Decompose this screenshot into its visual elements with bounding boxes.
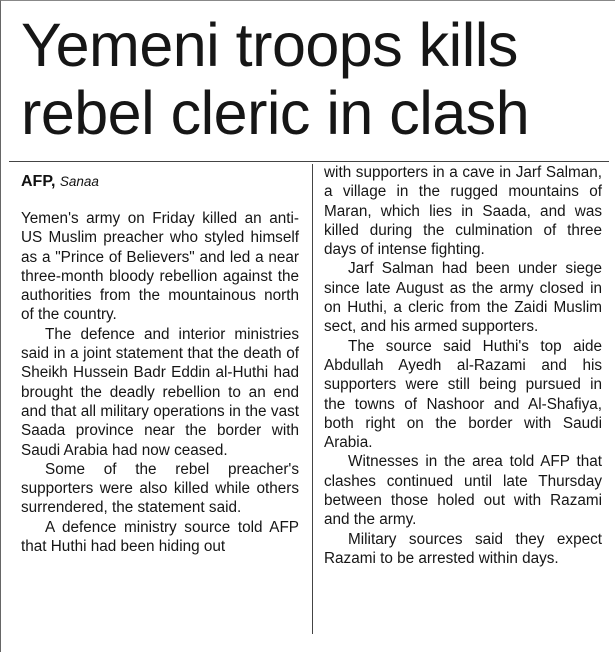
right-column: [324, 163, 602, 568]
paragraph: The source said Huthi's top aide Abdullah Ayedh al-Razami and his supporters were still being pursued in the towns of Nashoor and Al-Shafiya, both right on the border with Saudi Arabia.: [324, 337, 602, 452]
paragraph: Witnesses in the area told AFP that clashes continued until late Thursday between those holed out with Razami and the army.: [324, 453, 602, 529]
paragraph: The defence and interior ministries said in a joint statement that the death of Sheikh Hussein Badr Eddin al-Huthi had brought the deadly rebellion to an end and that all military operations in the vast Saada province near the border with Saudi Arabia had now ceased.: [21, 325, 299, 459]
headline-line-2: rebel cleric in clash: [21, 79, 530, 147]
headline-rule: [9, 161, 609, 162]
paragraph: Jarf Salman had been under siege since late August as the army closed in on Huthi, a cleric from the Zaidi Muslim sect, and his armed supporters.: [324, 260, 602, 336]
paragraph: A defence ministry source told AFP that Huthi had been hiding out: [21, 518, 299, 556]
headline: [21, 11, 611, 147]
headline-line-1: Yemeni troops kills: [21, 11, 518, 79]
left-column: [21, 209, 299, 556]
column-divider: [312, 164, 313, 634]
byline: [21, 172, 99, 192]
byline-agency: AFP,: [21, 173, 56, 190]
paragraph: with supporters in a cave in Jarf Salman, a village in the rugged mountains of Maran, which lies in Saada, and was killed during the culmination of three days of intense fighting.: [324, 164, 602, 259]
paragraph: Some of the rebel preacher's supporters were also killed while others surrendered, the statement said.: [21, 460, 299, 517]
paragraph: Military sources said they expect Razami to be arrested within days.: [324, 530, 602, 567]
byline-location: Sanaa: [59, 174, 99, 189]
paragraph: Yemen's army on Friday killed an anti-US Muslim preacher who styled himself as a "Prince of Believers" and led a near three-month bloody rebellion against the authorities from the mountainous north of the country.: [21, 210, 299, 324]
